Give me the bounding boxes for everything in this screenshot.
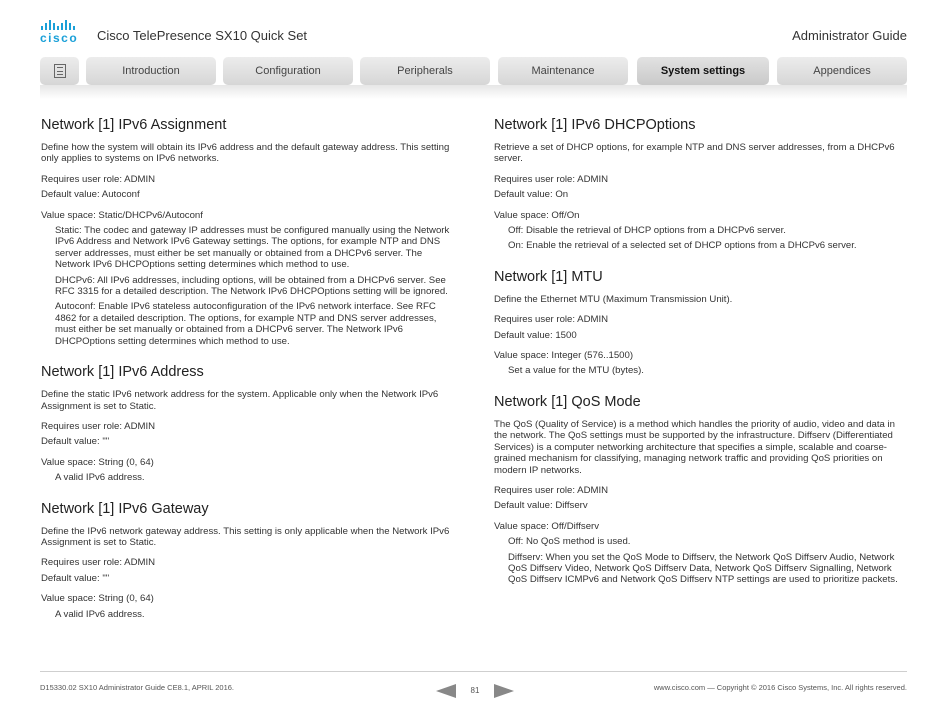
default-value: Default value: Diffserv [494, 500, 588, 512]
default-value: Default value: "" [41, 436, 110, 448]
value-space: Value space: Integer (576..1500) [494, 350, 634, 362]
footer-copyright: www.cisco.com — Copyright © 2016 Cisco Systems, Inc. All rights reserved. [653, 683, 907, 692]
value-option: A valid IPv6 address. [55, 472, 145, 484]
default-value: Default value: "" [41, 572, 110, 584]
user-role: Requires user role: ADMIN [494, 173, 609, 185]
section-title: Network [1] IPv6 Assignment [41, 117, 227, 133]
user-role: Requires user role: ADMIN [494, 484, 609, 496]
section-ipv6-assignment [41, 116, 456, 347]
cisco-logo-bars-icon [41, 18, 86, 30]
tab-configuration[interactable]: Configuration [223, 57, 353, 85]
section-title: Network [1] QoS Mode [494, 393, 641, 410]
user-role: Requires user role: ADMIN [494, 314, 609, 326]
previous-page-arrow-icon[interactable] [436, 684, 456, 698]
value-option: Autoconf: Enable IPv6 stateless autoconfiguration of the IPv6 network interface. See RFC 4862 for a detailed description. The options, for example NTP and DNS server addresses, must either be set manually or obtained from a DHCPv6 server. The Network IPv6 DHCPOptions setting determines which method to use. [55, 301, 437, 347]
value-space: Value space: Off/On [494, 209, 580, 221]
section-ipv6-dhcpoptions [494, 116, 909, 252]
value-option: Set a value for the MTU (bytes). [508, 365, 644, 377]
next-page-arrow-icon[interactable] [494, 684, 514, 698]
tab-menu[interactable] [40, 57, 79, 85]
default-value: Default value: 1500 [494, 329, 577, 341]
tab-maintenance[interactable]: Maintenance [498, 57, 628, 85]
section-mtu [494, 268, 909, 377]
tab-appendices[interactable]: Appendices [777, 57, 907, 85]
value-space: Value space: Off/Diffserv [494, 520, 600, 532]
page-number: 81 [470, 686, 480, 695]
footer-doc-id: D15330.02 SX10 Administrator Guide CE8.1, APRIL 2016. [40, 683, 235, 692]
left-column [41, 116, 456, 636]
guide-title: Administrator Guide [792, 28, 907, 43]
navigation-tabs [40, 57, 907, 85]
user-role: Requires user role: ADMIN [41, 173, 156, 185]
cisco-logo [40, 18, 86, 44]
page-navigation [436, 684, 514, 698]
value-space: Value space: Static/DHCPv6/Autoconf [41, 209, 203, 221]
tab-peripherals[interactable]: Peripherals [360, 57, 490, 85]
value-option: DHCPv6: All IPv6 addresses, including options, will be obtained from a DHCPv6 server. See RFC 3315 for a detailed description. The Network IPv6 DHCPOptions setting will be ignored. [55, 274, 448, 298]
menu-icon [54, 64, 66, 78]
section-ipv6-address [41, 363, 456, 483]
value-option: Static: The codec and gateway IP addresses must be configured manually using the Network IPv6 Address and Network IPv6 Gateway settings. The options, for example NTP and DNS server addresses, must either be set manually or obtained from a DHCPv6 server. The Network IPv6 DHCPOptions setting determines which method to use. [55, 225, 450, 271]
product-title: Cisco TelePresence SX10 Quick Set [97, 28, 308, 43]
value-option: A valid IPv6 address. [55, 608, 145, 620]
value-option: Off: No QoS method is used. [508, 536, 631, 548]
tab-shadow [40, 85, 907, 99]
value-option: On: Enable the retrieval of a selected set of DHCP options from a DHCPv6 server. [508, 240, 857, 252]
section-description: Retrieve a set of DHCP options, for example NTP and DNS server addresses, from a DHCPv6 server. [494, 142, 895, 165]
section-description: Define the Ethernet MTU (Maximum Transmission Unit). [494, 293, 733, 305]
section-qos-mode [494, 393, 909, 586]
value-option: Off: Disable the retrieval of DHCP options from a DHCPv6 server. [508, 225, 786, 237]
section-title: Network [1] IPv6 Address [41, 364, 204, 381]
section-description: The QoS (Quality of Service) is a method which handles the priority of audio, video and data in the network. The QoS settings must be supported by the infrastructure. Diffserv (Differentiated Services) is a computer networking architecture that specifies a simple, scalable and coarse-grained mechanism for classifying, managing network traffic and providing QoS priorities on modern IP networks. [494, 418, 896, 476]
section-ipv6-gateway [41, 500, 456, 620]
section-title: Network [1] IPv6 Gateway [41, 500, 209, 517]
page-header [0, 0, 950, 50]
value-space: Value space: String (0, 64) [41, 456, 154, 468]
default-value: Default value: On [494, 189, 569, 201]
footer-divider [40, 671, 907, 672]
right-column [494, 116, 909, 602]
value-option: Diffserv: When you set the QoS Mode to Diffserv, the Network QoS Diffserv Audio, Network QoS Diffserv Video, Network QoS Diffserv Data, Network QoS Diffserv Signalling, Network QoS Diffserv ICMPv6 and Network QoS Diffserv NTP settings are used to prioritize packets. [508, 551, 898, 586]
user-role: Requires user role: ADMIN [41, 420, 156, 432]
tab-introduction[interactable]: Introduction [86, 57, 216, 85]
cisco-logo-text: cisco [40, 31, 79, 45]
tab-system-settings[interactable]: System settings [637, 57, 769, 85]
section-description: Define how the system will obtain its IPv6 address and the default gateway address. This setting only applies to systems on IPv6 networks. [41, 142, 450, 165]
section-title: Network [1] IPv6 DHCPOptions [494, 117, 696, 133]
section-description: Define the static IPv6 network address for the system. Applicable only when the Network IPv6 Assignment is set to Static. [41, 389, 439, 412]
section-description: Define the IPv6 network gateway address. This setting is only applicable when the Network IPv6 Assignment is set to Static. [41, 525, 450, 548]
user-role: Requires user role: ADMIN [41, 557, 156, 569]
default-value: Default value: Autoconf [41, 189, 140, 201]
value-space: Value space: String (0, 64) [41, 593, 154, 605]
section-title: Network [1] MTU [494, 268, 603, 285]
